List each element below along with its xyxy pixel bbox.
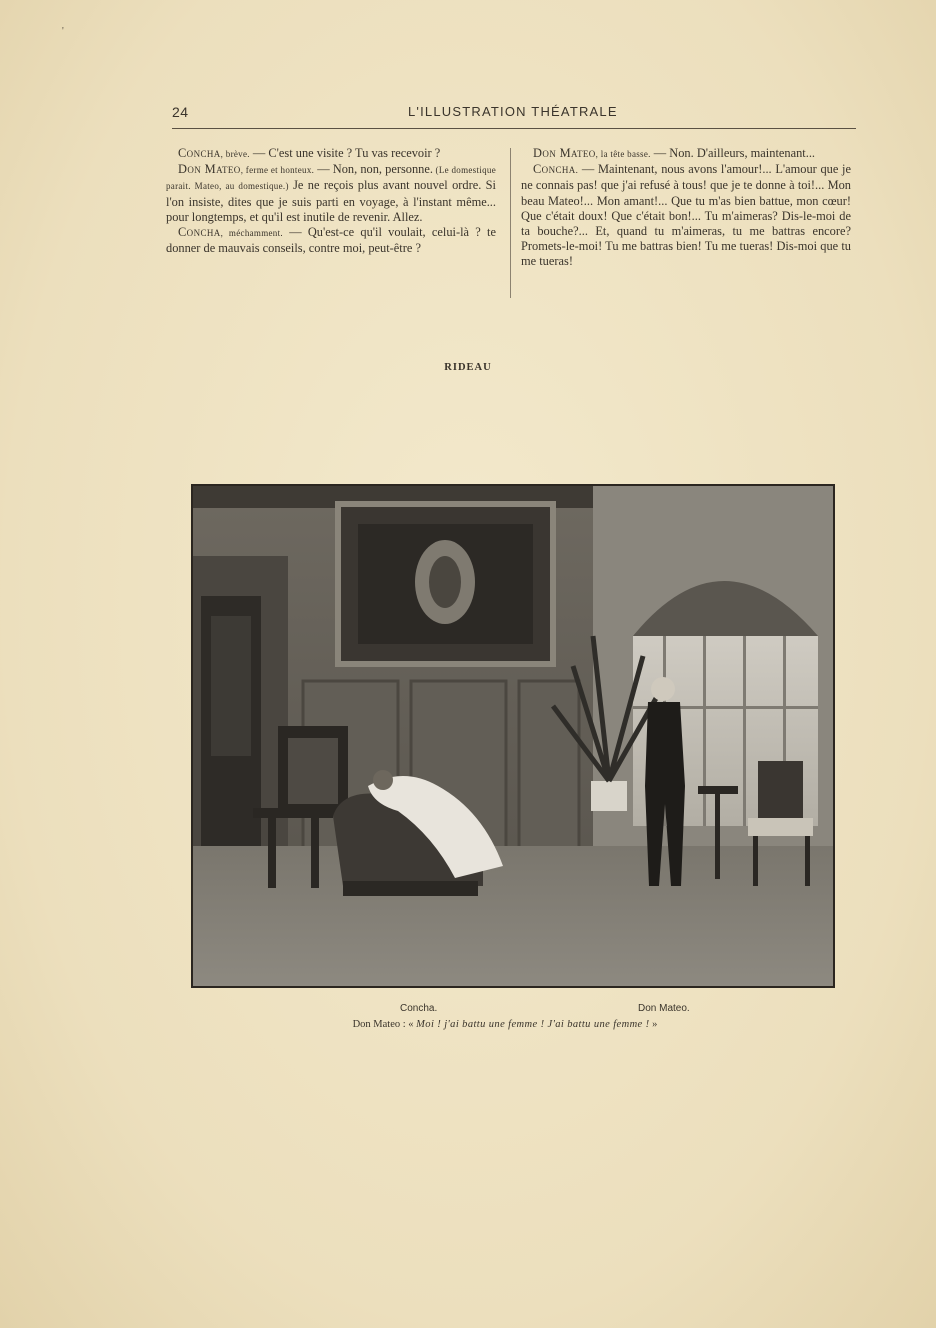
curtain-label: RIDEAU [444,362,492,373]
caption-names [330,1003,710,1017]
caption-name-don-mateo: Don Mateo. [638,1003,690,1014]
photo-caption [0,1019,936,1030]
dialogue-text: — C'est une visite ? Tu vas recevoir ? [249,146,441,160]
dialogue-text: — Non, non, personne. [314,162,433,177]
page-header [172,104,856,124]
dialogue-text: — Qu'est-ce qu'il voulait, celui-là ? te donner de mauvais conseils, contre moi, peut-être ? [166,225,496,256]
dialogue-text: — Non. D'ailleurs, maintenant... [650,146,816,160]
speaker-name: Don Mateo [533,146,596,160]
speaker-name: Concha [178,225,221,240]
speaker-name: Don Mateo [178,162,241,177]
dialogue-paragraph [521,162,851,269]
dialogue-text: Je ne reçois plus avant nouvel ordre. Si l'on insiste, dites que je suis parti en voyage, à l'instant même... pour longtemps, et qu'il est inutile de revenir. Allez. [166,178,496,224]
corner-mark: ' [62,26,64,37]
stage-direction: , la tête basse. [595,149,651,159]
caption-suffix: » [649,1019,658,1030]
dialogue-paragraph [166,225,496,256]
caption-prefix: Don Mateo : « [352,1019,417,1030]
dialogue-paragraph [521,146,851,162]
caption-quote-text: Moi ! j'ai battu une femme ! J'ai battu une femme ! [416,1019,650,1030]
left-column [166,146,496,256]
dialogue-paragraph [166,146,496,162]
stage-direction: . [575,165,579,176]
dialogue-paragraph [166,162,496,225]
caption-name-concha: Concha. [400,1003,438,1014]
stage-photograph [191,484,835,988]
stage-direction: , brève. [220,149,250,159]
stage-direction: , méchamment. [220,228,283,239]
header-rule [172,128,856,129]
speaker-name: Concha [178,146,221,160]
speaker-name: Concha [533,162,576,177]
running-title: L'ILLUSTRATION THÉATRALE [408,104,618,119]
right-column [521,146,851,270]
stage-scene-illustration [193,486,833,986]
page-number: 24 [172,104,189,120]
dialogue-text: — Maintenant, nous avons l'amour!... L'amour que je ne connais pas! que j'ai refusé à tous! que je te donne à toi!... Mon beau Mateo!... Mon amant!... Que tu m'as bien battue, mon cœur! Que c'était doux! Que c'était bon!... Tu m'aimeras? Dis-le-moi de ta bouche?... Et, quand tu m'aimeras, tu me battras encore? Promets-le-moi! Tu me battras bien! Tu me tueras! Dis-moi que tu me tueras! [521,162,851,269]
stage-direction: , ferme et honteux. [240,165,315,176]
column-divider [510,148,511,298]
stage-direction: (Le domestique parait. Mateo, au domestique.) [166,165,496,192]
